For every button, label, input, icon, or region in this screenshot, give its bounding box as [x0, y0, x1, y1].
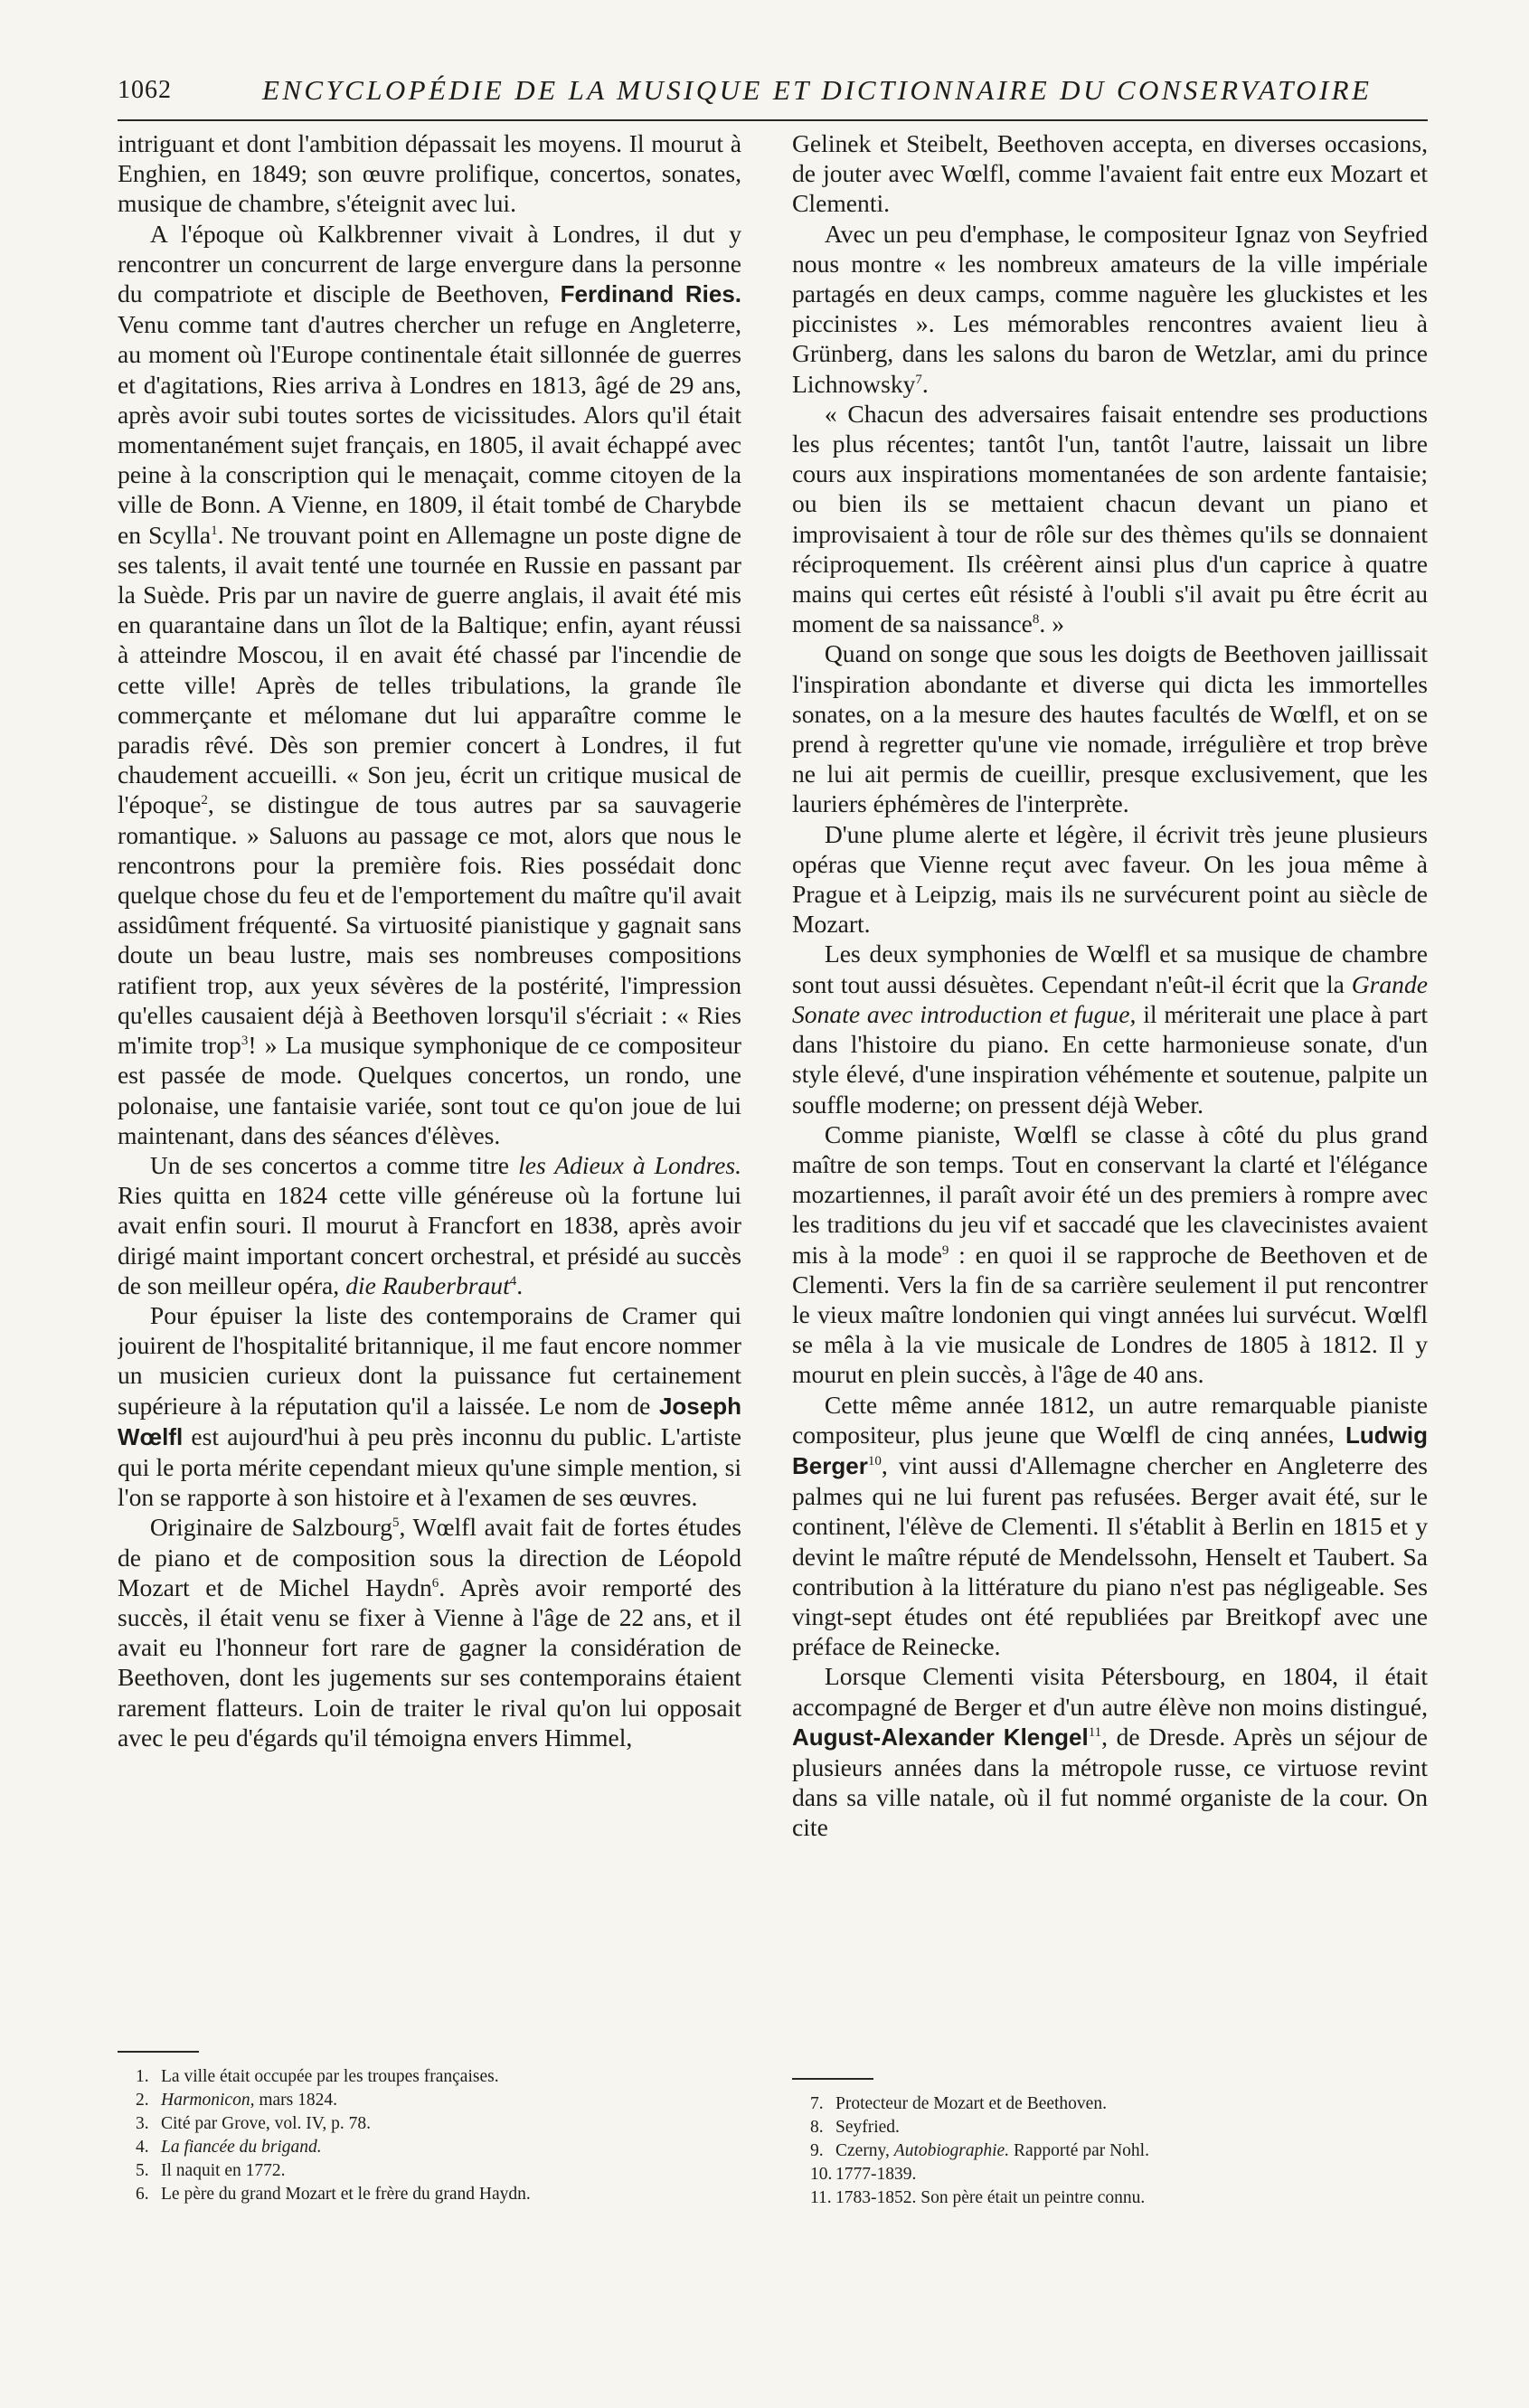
person-name: Ferdinand Ries.: [560, 280, 741, 308]
footnote-ref: 2: [201, 793, 208, 808]
footnote-text: Seyfried.: [835, 2118, 900, 2137]
paragraph: [792, 939, 1428, 1119]
text: , vint aussi d'Allemagne chercher en Angleterre des palmes qui ne lui furent pas refusées. Berger avait été, sur le continent, l'élève de Clementi. Il s'établit à Berlin en 1815 et y devint le maître réputé de Mendelssohn, Henselt et Taubert. Sa contribution à la littérature du piano n'est pas négligeable. Ses vingt-sept études ont été republiées par Breitkopf avec une préface de Reinecke.: [792, 1450, 1428, 1661]
footnotes-right: [810, 2092, 1407, 2210]
footnote-number: 9.: [810, 2141, 824, 2160]
person-name: August-Alexander Klengel: [792, 1723, 1089, 1751]
right-column: [792, 128, 1428, 2018]
footnote-number: 7.: [810, 2094, 824, 2113]
footnote-ref: 9: [941, 1242, 949, 1258]
text: D'une plume alerte et légère, il écrivit très jeune plusieurs opéras que Vienne reçut avec faveur. On les joua même à Prague et à Leipzig, mais ils ne survécurent point au siècle de Mozart.: [792, 819, 1428, 939]
text: : en quoi il se rapproche de Beethoven et de Clementi. Vers la fin de sa carrière seulement il put rencontrer le vieux maître londonien qui vingt années lui survécut. Wœlfl se mêla à la vie musicale de Londres de 1805 à 1812. Il y mourut en plein succès, à l'âge de 40 ans.: [792, 1240, 1428, 1389]
page-header: [118, 74, 1428, 121]
text: A l'époque où Kalkbrenner vivait à Londres, il dut y rencontrer un concurrent de large envergure dans la personne du compatriote et disciple de Beethoven,: [118, 219, 741, 308]
paragraph: [792, 819, 1428, 940]
footnote-number: 4.: [136, 2138, 149, 2157]
footnote: [136, 2089, 732, 2112]
footnote-text: Le père du grand Mozart et le frère du grand Haydn.: [161, 2185, 531, 2204]
text: Comme pianiste, Wœlfl se classe à côté du plus grand maître de son temps. Tout en conservant la clarté et l'élégance mozartiennes, il paraît avoir été un des premiers à rompre avec les traditions du jeu vif et saccadé que les clavecinistes avaient mis à la mode: [792, 1119, 1428, 1269]
text: Originaire de Salzbourg: [149, 1513, 392, 1542]
work-title: les Adieux à Londres.: [518, 1150, 741, 1179]
text: Avec un peu d'emphase, le compositeur Ignaz von Seyfried nous montre « les nombreux amateurs de la ville impériale partagés en deux camps, comme naguère les gluckistes et les piccinistes ». Les mémorables rencontres avaient lieu à Grünberg, dans les salons du baron de Wetzlar, ami du prince Lichnowsky: [792, 219, 1428, 398]
footnote-number: 11.: [810, 2188, 832, 2207]
person-name: Joseph Wœlfl: [118, 1392, 741, 1450]
text: Les deux symphonies de Wœlfl et sa musique de chambre sont tout aussi désuètes. Cependant n'eût-il écrit que la: [792, 940, 1428, 998]
footnote-ref: 1: [211, 523, 218, 538]
text: .: [516, 1270, 524, 1299]
footnote-number: 2.: [136, 2091, 149, 2110]
page-number: 1062: [118, 76, 172, 104]
paragraph: [792, 638, 1428, 818]
footnote: [136, 2112, 732, 2136]
footnote-italic: Autobiographie.: [893, 2141, 1010, 2160]
text: Un de ses concertos a comme titre: [149, 1150, 510, 1179]
footnote-text: La ville était occupée par les troupes françaises.: [161, 2067, 499, 2086]
footnote-number: 6.: [136, 2185, 149, 2204]
footnote-ref: 4: [509, 1273, 517, 1289]
work-title: Grande Sonate avec introduction et fugue,: [792, 969, 1428, 1028]
footnote: [136, 2159, 732, 2183]
paragraph: [118, 219, 741, 1150]
footnote: [136, 2065, 732, 2089]
footnote-italic: La fiancée du brigand.: [161, 2138, 322, 2157]
footnote: [136, 2136, 732, 2159]
running-title: ENCYCLOPÉDIE DE LA MUSIQUE ET DICTIONNAIRE DU CONSERVATOIRE: [262, 74, 1373, 106]
paragraph: [792, 128, 1428, 219]
paragraph: [118, 1512, 741, 1752]
text: ! » La musique symphonique de ce compositeur est passée de mode. Quelques concertos, un rondo, une polonaise, une fantaisie variée, sont tout ce qu'on joue de lui maintenant, dans des séances d'élèves.: [118, 1031, 741, 1149]
footnote: [136, 2183, 732, 2206]
paragraph: [118, 1150, 741, 1300]
paragraph: [792, 1661, 1428, 1842]
text: , Wœlfl avait fait de fortes études de piano et de composition sous la direction de Léopold Mozart et de Michel Haydn: [118, 1513, 741, 1601]
footnote-text: 1777-1839.: [835, 2165, 917, 2184]
footnote-text: Czerny,: [835, 2141, 894, 2160]
text: . Après avoir remporté des succès, il était venu se fixer à Vienne à l'âge de 22 ans, et il avait eu l'honneur fort rare de gagner la considération de Beethoven, dont les jugements sur ses contemporains étaient rarement flatteurs. Loin de traiter le rival qu'on lui opposait avec le peu d'égards qu'il témoigna envers Himmel,: [118, 1572, 741, 1752]
footnote-text: Il naquit en 1772.: [161, 2161, 286, 2180]
footnote-italic: Harmonicon,: [161, 2091, 255, 2110]
footnote-ref: 10: [867, 1453, 882, 1468]
text: . »: [1039, 609, 1064, 638]
text: Quand on songe que sous les doigts de Beethoven jaillissait l'inspiration abondante et diverse qui dicta les immortelles sonates, on a la mesure des hautes facultés de Wœlfl, et on se prend à regretter qu'une vie nomade, irrégulière et trop brève ne lui ait permis de cueillir, presque exclusivement, que les lauriers éphémères de l'interprète.: [792, 639, 1428, 818]
footnote-number: 10.: [810, 2165, 833, 2184]
text: . Ne trouvant point en Allemagne un poste digne de ses talents, il avait tenté une tournée en Russie en passant par la Suède. Pris par un navire de guerre anglais, il avait été mis en quarantaine dans un îlot de la Baltique; enfin, ayant réussi à atteindre Moscou, il en avait été chassé par l'incendie de cette ville! Après de telles tribulations, la grande île commerçante et mélomane dut lui apparaître comme le paradis rêvé. Dès son premier concert à Londres, il fut chaudement accueilli. « Son jeu, écrit un critique musical de l'époque: [118, 520, 741, 819]
footnote-number: 1.: [136, 2067, 149, 2086]
footnote: [810, 2186, 1407, 2210]
text: Pour épuiser la liste des contemporains de Cramer qui jouirent de l'hospitalité britannique, il me faut encore nommer un musicien curieux dont la puissance fut certainement supérieure à la réputation qu'il a laissée. Le nom de: [118, 1300, 741, 1420]
paragraph: [792, 219, 1428, 399]
footnote-ref: 5: [392, 1516, 400, 1531]
paragraph: [118, 128, 741, 219]
footnotes-left: [136, 2065, 732, 2206]
text: il mériterait une place à part dans l'histoire du piano. En cette harmonieuse sonate, d'un style élevé, d'une inspiration véhémente et soutenue, palpite un souffle moderne; on pressent déjà Weber.: [792, 999, 1428, 1119]
footnote-number: 3.: [136, 2114, 149, 2133]
footnote-text: 1783-1852. Son père était un peintre connu.: [835, 2188, 1146, 2207]
left-column: [118, 128, 741, 2018]
text: , de Dresde. Après un séjour de plusieurs années dans la métropole russe, ce virtuose revint dans sa ville natale, où il fut nommé organiste de la cour. On cite: [792, 1722, 1428, 1842]
text: Gelinek et Steibelt, Beethoven accepta, en diverses occasions, de jouter avec Wœlfl, comme l'avaient fait entre eux Mozart et Clementi.: [792, 129, 1428, 218]
footnote-ref: 8: [1032, 612, 1040, 628]
footnotes-divider: [792, 2078, 873, 2080]
paragraph: [792, 399, 1428, 639]
footnote-number: 8.: [810, 2118, 824, 2137]
paragraph: [118, 1300, 741, 1512]
text: Lorsque Clementi visita Pétersbourg, en 1804, il était accompagné de Berger et d'un autre élève non moins distingué,: [792, 1662, 1428, 1721]
footnotes-divider: [118, 2051, 199, 2053]
person-name: Ludwig Berger: [792, 1421, 1428, 1479]
work-title: die Rauberbraut: [345, 1270, 510, 1299]
footnote: [810, 2163, 1407, 2186]
footnote-ref: 11: [1088, 1724, 1102, 1740]
text: , se distingue de tous autres par sa sauvagerie romantique. » Saluons au passage ce mot, alors que nous le rencontrons pour la première fois. Ries possédait donc quelque chose du feu et de l'emportement du maître qu'il avait assidûment fréquenté. Sa virtuosité pianistique y gagnait sans doute un beau lustre, mais ses nombreuses compositions ratifient trop, aux yeux sévères de la postérité, l'impression qu'elles causaient déjà à Beethoven lorsqu'il s'écriait : « Ries m'imite trop: [118, 790, 741, 1060]
text: .: [921, 369, 929, 398]
paragraph: [792, 1119, 1428, 1390]
footnote-text: mars 1824.: [254, 2091, 337, 2110]
footnote-number: 5.: [136, 2161, 149, 2180]
text: Venu comme tant d'autres chercher un refuge en Angleterre, au moment où l'Europe continentale était sillonnée de guerres et d'agitations, Ries arriva à Londres en 1813, âgé de 29 ans, après avoir subi toutes sortes de vicissitudes. Alors qu'il était momentanément sujet français, en 1805, il avait échappé avec peine à la conscription qui le menaçait, comme citoyen de la ville de Bonn. A Vienne, en 1809, il était tombé de Charybde en Scylla: [118, 310, 741, 549]
text: intriguant et dont l'ambition dépassait les moyens. Il mourut à Enghien, en 1849; son œuvre prolifique, concertos, sonates, musique de chambre, s'éteignit avec lui.: [118, 129, 741, 218]
text: Ries quitta en 1824 cette ville généreuse où la fortune lui avait enfin souri. Il mourut à Francfort en 1838, après avoir dirigé maint important concert orchestral, et présidé au succès de son meilleur opéra,: [118, 1181, 741, 1299]
footnote-ref: 6: [431, 1575, 439, 1591]
footnote: [810, 2116, 1407, 2139]
text: est aujourd'hui à peu près inconnu du public. L'artiste qui le porta mérite cependant mieux qu'une simple mention, si l'on se rapporte à son histoire et à l'examen de ses œuvres.: [118, 1421, 741, 1512]
text: « Chacun des adversaires faisait entendre ses productions les plus récentes; tantôt l'un, tantôt l'autre, laissait un libre cours aux inspirations momentanées de son ardente fantaisie; ou bien ils se mettaient chacun devant un piano et improvisaient à tour de rôle sur des thèmes qu'ils se donnaient réciproquement. Ils créèrent ainsi plus d'un caprice à quatre mains qui certes eût résisté à l'oubli s'il avait pu être écrit au moment de sa naissance: [792, 399, 1428, 638]
footnote-ref: 7: [915, 372, 922, 387]
text: Cette même année 1812, un autre remarquable pianiste compositeur, plus jeune que Wœlfl de cinq années,: [792, 1390, 1428, 1449]
footnote: [810, 2092, 1407, 2116]
paragraph: [792, 1390, 1428, 1662]
footnote-ref: 3: [241, 1033, 249, 1048]
footnote-text: Rapporté par Nohl.: [1009, 2141, 1149, 2160]
footnote-text: Protecteur de Mozart et de Beethoven.: [835, 2094, 1107, 2113]
footnote: [810, 2139, 1407, 2163]
footnote-text: Cité par Grove, vol. IV, p. 78.: [161, 2114, 371, 2133]
